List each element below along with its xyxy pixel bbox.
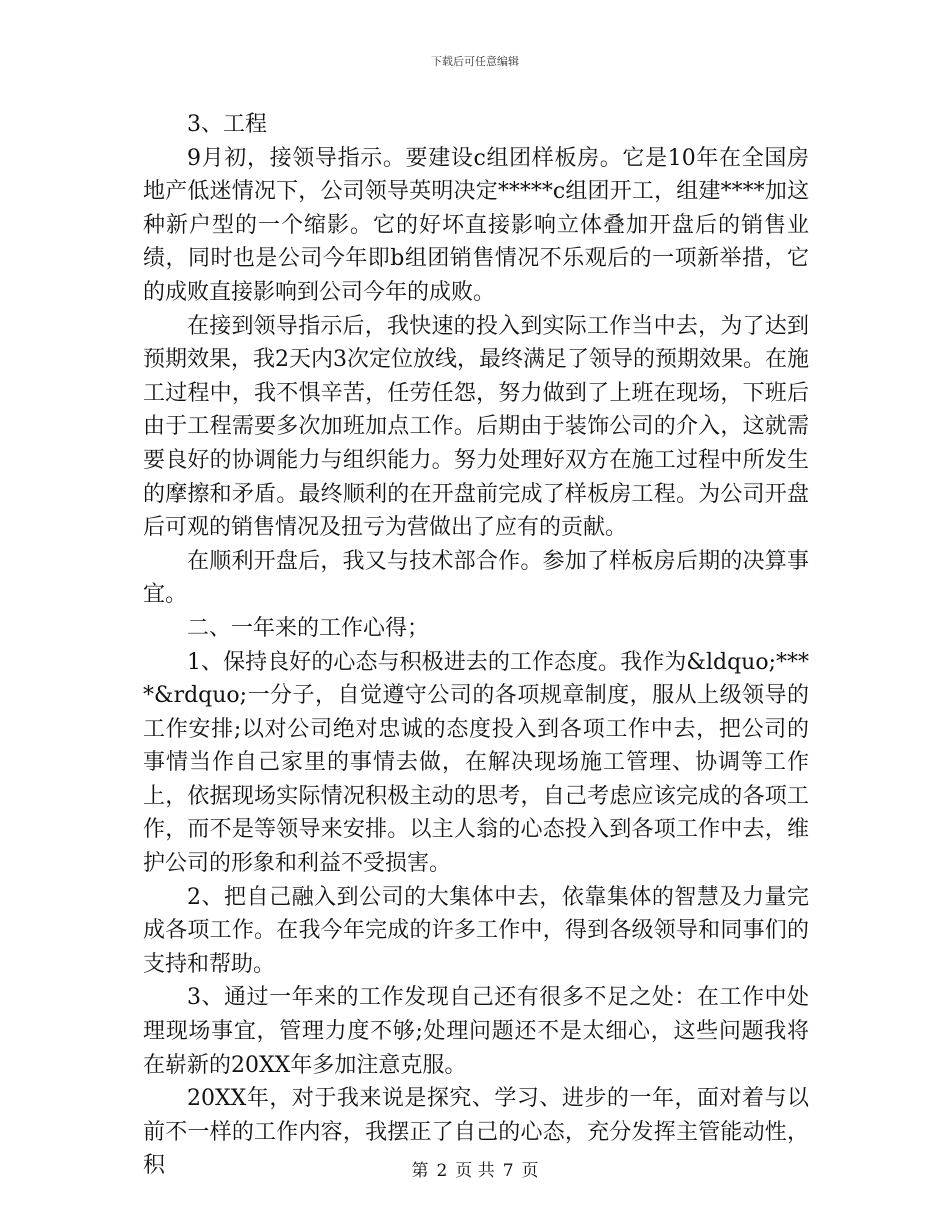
- section-heading-engineering: 3、工程: [187, 112, 267, 137]
- page-header: 下载后可任意编辑: [431, 55, 519, 68]
- paragraph: 9月初，接领导指示。要建设c组团样板房。它是10年在全国房地产低迷情况下，公司领导英明决定*****c组团开工，组建****加这种新户型的一个缩影。它的好坏直接影响立体叠加开盘后的销售业绩，同时也是公司今年即b组团销售情况不乐观后的一项新举措，它的成败直接影响到公司今年的成败。: [143, 145, 809, 305]
- paragraph: 1、保持良好的心态与积极进去的工作态度。我作为&ldquo;****&rdquo;一分子，自觉遵守公司的各项规章制度，服从上级领导的工作安排;以对公司绝对忠诚的态度投入到各项工作中去，把公司的事情当作自己家里的事情去做，在解决现场施工管理、协调等工作上，依据现场实际情况积极主动的思考，自己考虑应该完成的各项工作，而不是等领导来安排。以主人翁的心态投入到各项工作中去，维护公司的形象和利益不受损害。: [143, 649, 809, 877]
- total-pages: 7: [502, 1161, 514, 1181]
- page-footer: [0, 1156, 950, 1181]
- paragraph: 20XX年，对于我来说是探究、学习、进步的一年，面对着与以前不一样的工作内容，我摆正了自己的心态，充分发挥主管能动性，积: [143, 1086, 809, 1179]
- document-body: [143, 108, 809, 1183]
- footer-middle: 页 共: [455, 1161, 495, 1181]
- paragraph: 2、把自己融入到公司的大集体中去，依靠集体的智慧及力量完成各项工作。在我今年完成的许多工作中，得到各级领导和同事们的支持和帮助。: [143, 884, 809, 977]
- paragraph: 在接到领导指示后，我快速的投入到实际工作当中去，为了达到预期效果，我2天内3次定位放线，最终满足了领导的预期效果。在施工过程中，我不惧辛苦，任劳任怨，努力做到了上班在现场，下班后由于工程需要多次加班加点工作。后期由于装饰公司的介入，这就需要良好的协调能力与组织能力。努力处理好双方在施工过程中所发生的摩擦和矛盾。最终顺利的在开盘前完成了样板房工程。为公司开盘后可观的销售情况及扭亏为营做出了应有的贡献。: [143, 313, 809, 541]
- footer-suffix: 页: [521, 1161, 539, 1181]
- section-heading-insights: 二、一年来的工作心得；: [187, 615, 430, 641]
- paragraph: 在顺利开盘后，我又与技术部合作。参加了样板房后期的决算事宜。: [143, 548, 809, 608]
- paragraph: 3、通过一年来的工作发现自己还有很多不足之处：在工作中处理现场事宜，管理力度不够;处理问题还不是太细心，这些问题我将在崭新的20XX年多加注意克服。: [143, 985, 809, 1078]
- page-number: 2: [436, 1161, 448, 1181]
- footer-prefix: 第: [411, 1161, 429, 1181]
